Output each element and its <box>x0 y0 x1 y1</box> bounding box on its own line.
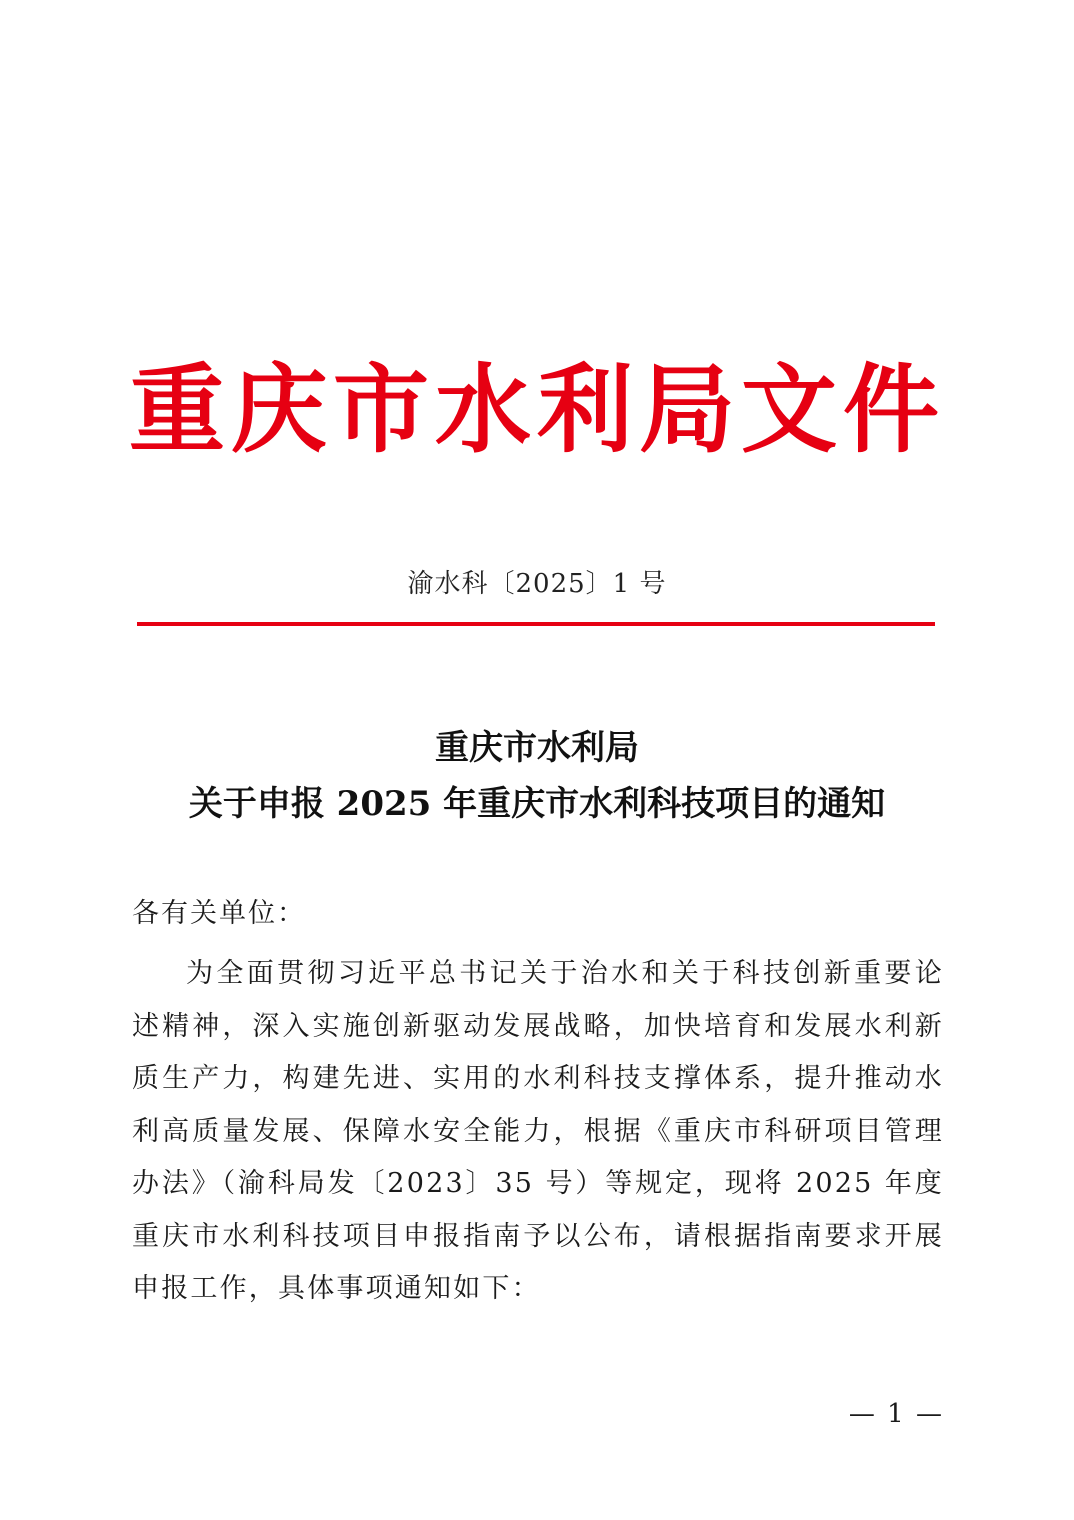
page-number: — 1 — <box>848 1399 944 1429</box>
red-divider-line <box>137 622 935 626</box>
notice-title-issuer: 重庆市水利局 <box>435 728 639 768</box>
notice-title-subject: 关于申报 2025 年重庆市水利科技项目的通知 <box>188 784 886 824</box>
salutation: 各有关单位： <box>132 898 306 929</box>
body-paragraph: 为全面贯彻习近平总书记关于治水和关于科技创新重要论述精神，深入实施创新驱动发展战略，加快培育和发展水利新质生产力，构建先进、实用的水利科技支撑体系，提升推动水利高质量发展、保障水安全能力，根据《重庆市科研项目管理办法》（渝科局发〔2023〕35 号）等规定，现将 2025 年度重庆市水利科技项目申报指南予以公布，请根据指南要求开展申报工作，具体事项通知如下： <box>132 958 944 1304</box>
document-number: 渝水科〔2025〕1 号 <box>407 569 667 599</box>
masthead-title: 重庆市水利局文件 <box>129 353 945 466</box>
